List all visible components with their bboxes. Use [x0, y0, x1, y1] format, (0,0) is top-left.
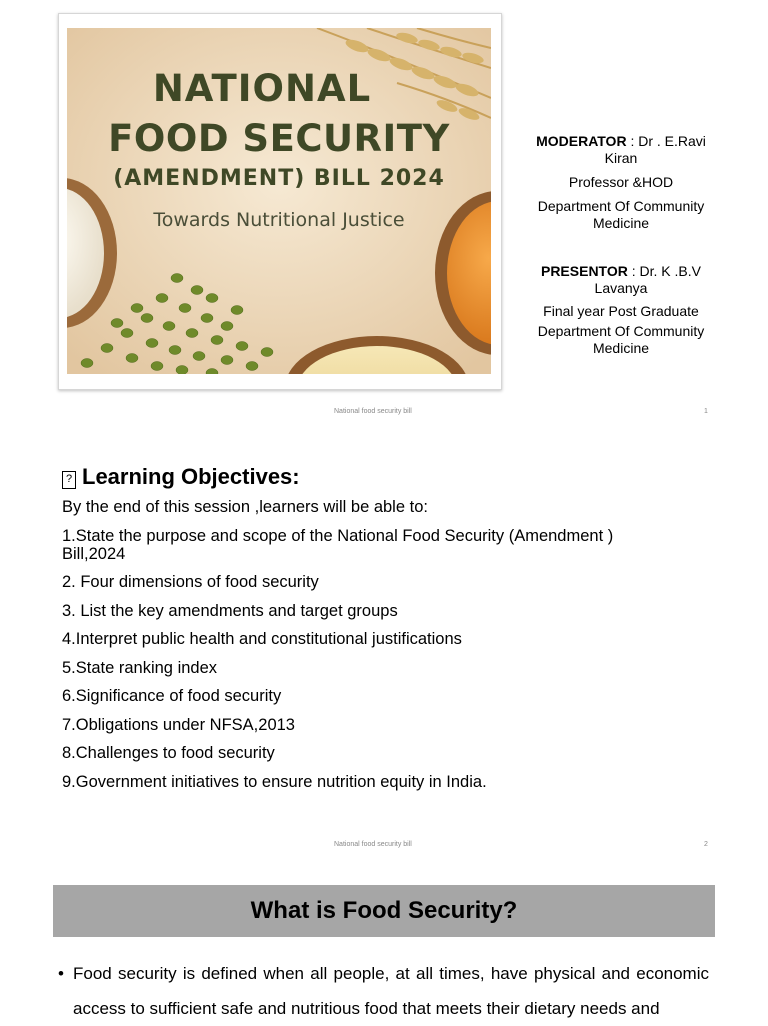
- objectives-list: [62, 498, 662, 801]
- list-item: 8.Challenges to food security: [62, 744, 275, 762]
- list-item: 6.Significance of food security: [62, 687, 282, 705]
- presenter-dept-cont: Medicine: [592, 340, 650, 356]
- slide-footer: National food security bill: [334, 408, 412, 415]
- presenter-sep: :: [627, 263, 640, 279]
- presenter-label: PRESENTOR: [540, 263, 628, 279]
- missing-glyph-icon: ?: [62, 471, 76, 489]
- moderator-name: Dr . E.Ravi: [638, 133, 706, 149]
- objectives-slide: [0, 430, 768, 870]
- cover-title-line3: (AMENDMENT) BILL 2024: [113, 166, 445, 191]
- moderator-dept-cont: Medicine: [592, 215, 650, 231]
- list-item: By the end of this session ,learners will be able to:: [62, 498, 428, 516]
- moderator-sep: :: [626, 133, 639, 149]
- slide-number: 1: [704, 408, 708, 415]
- moderator-role: Professor &HOD: [568, 174, 674, 190]
- list-item: 2. Four dimensions of food security: [62, 573, 319, 591]
- presenter-role: Final year Post Graduate: [543, 303, 699, 319]
- presenter-dept: Department Of Community: [537, 323, 705, 339]
- bullet-icon: •: [58, 964, 64, 983]
- presenter-block: [522, 263, 720, 357]
- title-slide: [0, 0, 768, 430]
- cover-text: [67, 28, 491, 374]
- moderator-label: MODERATOR: [536, 133, 627, 149]
- list-item: Bill,2024: [62, 544, 126, 563]
- moderator-block: [522, 133, 720, 232]
- cover-subtitle: Towards Nutritional Justice: [153, 209, 405, 231]
- objectives-title-text: Learning Objectives:: [82, 464, 300, 489]
- definition-slide: [0, 870, 768, 1024]
- list-item: 3. List the key amendments and target groups: [62, 601, 398, 620]
- objectives-title: [62, 464, 300, 490]
- list-item: 5.State ranking index: [62, 658, 218, 677]
- presenter-name-cont: Lavanya: [594, 280, 648, 296]
- list-item: 4.Interpret public health and constitutional justifications: [62, 630, 462, 648]
- presenter-name: Dr. K .B.V: [639, 263, 701, 279]
- slide-number: 2: [704, 841, 708, 848]
- list-item: 1.State the purpose and scope of the National Food Security (Amendment ): [62, 526, 614, 545]
- slide-footer: National food security bill: [334, 841, 412, 848]
- bullet-paragraph: [58, 956, 709, 1026]
- moderator-name-cont: Kiran: [604, 150, 638, 166]
- cover-image: [58, 13, 502, 390]
- cover-title-line1: NATIONAL: [152, 67, 372, 110]
- list-item: 9.Government initiatives to ensure nutrition equity in India.: [62, 772, 487, 791]
- cover-title-line2: FOOD SECURITY: [108, 117, 450, 160]
- list-item: 7.Obligations under NFSA,2013: [62, 715, 295, 734]
- slide-title: What is Food Security?: [53, 885, 715, 937]
- bullet-text: Food security is defined when all people, at all times, have physical and economic access to sufficient safe and nutritious food that meets their dietary needs and: [73, 964, 709, 1018]
- moderator-dept: Department Of Community: [537, 198, 705, 214]
